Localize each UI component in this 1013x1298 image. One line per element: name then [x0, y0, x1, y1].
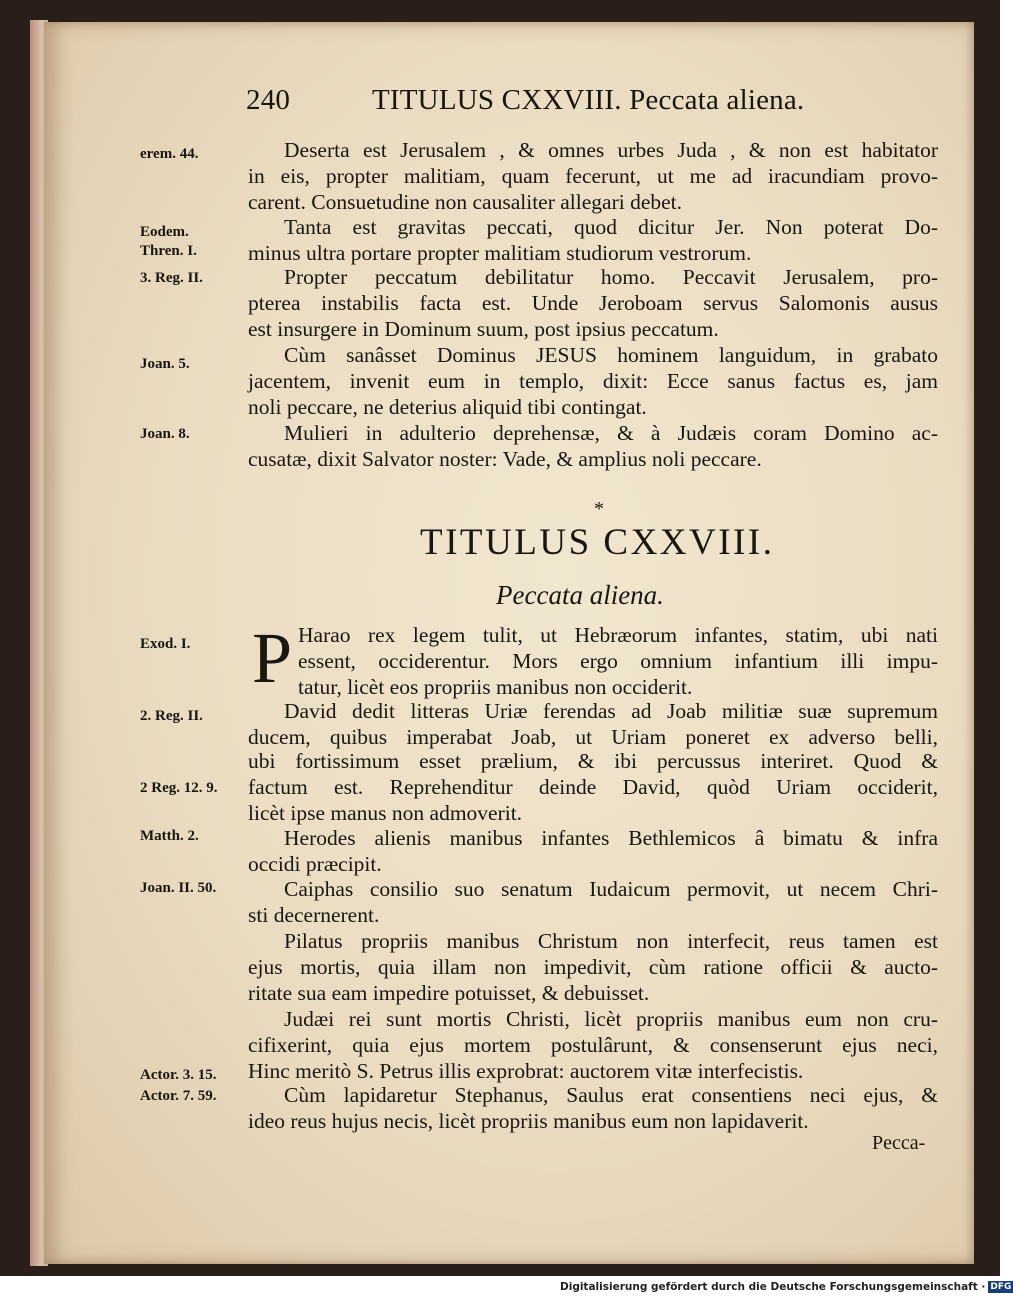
- text-line: ritate sua eam impedire potuisset, & debuisset.: [248, 981, 650, 1005]
- text-line: occidi præcipit.: [248, 852, 382, 876]
- margin-ref: Thren. I.: [140, 243, 197, 259]
- text-line: Mulieri in adulterio deprehensæ, & à Judæis coram Domino ac-: [284, 421, 938, 445]
- margin-ref: Matth. 2.: [140, 828, 199, 844]
- margin-ref: Joan. II. 50.: [140, 880, 217, 896]
- text-line: tatur, licèt eos propriis manibus non occiderit.: [298, 675, 693, 699]
- text-line: noli peccare, ne deterius aliquid tibi contingat.: [248, 395, 647, 419]
- digitization-footer: [560, 1281, 1012, 1295]
- text-line: Caiphas consilio suo senatum Iudaicum permovit, ut necem Chri-: [284, 877, 938, 901]
- text-line: Harao rex legem tulit, ut Hebræorum infantes, statim, ubi nati: [298, 623, 938, 647]
- section-subtitle: Peccata aliena.: [496, 580, 664, 610]
- margin-ref: Actor. 3. 15.: [140, 1067, 217, 1083]
- dfg-logo: DFG: [990, 1282, 1012, 1292]
- text-line: Cùm lapidaretur Stephanus, Saulus erat consentiens neci ejus, &: [284, 1083, 938, 1107]
- text-line: Tanta est gravitas peccati, quod dicitur Jer. Non poterat Do-: [284, 215, 938, 239]
- text-line: carent. Consuetudine non causaliter allegari debet.: [248, 190, 683, 214]
- text-line: Deserta est Jerusalem , & omnes urbes Juda , & non est habitator: [284, 138, 938, 162]
- catchword: Pecca-: [872, 1132, 926, 1154]
- margin-ref: Joan. 5.: [140, 356, 190, 372]
- page-number: 240: [246, 84, 291, 116]
- running-header: [0, 84, 1000, 120]
- text-line: cusatæ, dixit Salvator noster: Vade, & amplius noli peccare.: [248, 447, 762, 471]
- footer-credit: Digitalisierung gefördert durch die Deutsche Forschungsgemeinschaft ·: [560, 1281, 986, 1293]
- text-line: ideo reus hujus necis, licèt propriis manibus eum non lapidaverit.: [248, 1109, 809, 1133]
- margin-ref: 2 Reg. 12. 9.: [140, 780, 218, 796]
- text-line: ubi fortissimum esset prælium, & ibi percussus interiret. Quod &: [248, 749, 938, 773]
- drop-cap: P: [252, 618, 293, 698]
- text-line: in eis, propter malitiam, quam fecerunt, ut me ad iracundiam provo-: [248, 164, 938, 188]
- text-line: licèt ipse manus non admoverit.: [248, 801, 523, 825]
- text-line: pterea instabilis facta est. Unde Jeroboam servus Salomonis ausus: [248, 291, 938, 315]
- text-line: Cùm sanâsset Dominus JESUS hominem languidum, in grabato: [284, 343, 938, 367]
- text-line: jacentem, invenit eum in templo, dixit: Ecce sanus factus es, jam: [248, 369, 938, 393]
- section-ornament: *: [594, 498, 604, 520]
- text-line: est insurgere in Dominum suum, post ipsius peccatum.: [248, 317, 719, 341]
- margin-ref: Joan. 8.: [140, 426, 190, 442]
- running-head-title: TITULUS CXXVIII. Peccata aliena.: [372, 84, 805, 116]
- text-line: ducem, quibus imperabat Joab, ut Uriam poneret ex adverso belli,: [248, 725, 938, 749]
- text-line: cifixerint, quia ejus mortem postulârunt, & consenserunt ejus neci,: [248, 1033, 938, 1057]
- text-line: minus ultra portare propter malitiam studiorum vestrorum.: [248, 241, 752, 265]
- margin-ref: Exod. I.: [140, 636, 191, 652]
- text-line: essent, occiderentur. Mors ergo omnium infantium illi impu-: [298, 649, 938, 673]
- margin-ref: Actor. 7. 59.: [140, 1088, 217, 1104]
- text-line: Hinc meritò S. Petrus illis exprobrat: auctorem vitæ interfecistis.: [248, 1059, 804, 1083]
- text-line: Judæi rei sunt mortis Christi, licèt propriis manibus eum non cru-: [284, 1007, 938, 1031]
- text-line: sti decernerent.: [248, 903, 380, 927]
- margin-ref: Eodem.: [140, 224, 189, 240]
- text-line: factum est. Reprehenditur deinde David, quòd Uriam occiderit,: [248, 775, 938, 799]
- margin-ref: 3. Reg. II.: [140, 270, 203, 286]
- text-line: Herodes alienis manibus infantes Bethlemicos â bimatu & infra: [284, 826, 938, 850]
- margin-ref: erem. 44.: [140, 146, 199, 162]
- margin-ref: 2. Reg. II.: [140, 708, 203, 724]
- text-line: ejus mortis, quia illam non impedivit, cùm ratione officii & aucto-: [248, 955, 938, 979]
- text-line: David dedit litteras Uriæ ferendas ad Joab militiæ suæ supremum: [284, 699, 938, 723]
- text-line: Propter peccatum debilitatur homo. Peccavit Jerusalem, pro-: [284, 265, 938, 289]
- section-title: TITULUS CXXVIII.: [420, 522, 775, 563]
- text-line: Pilatus propriis manibus Christum non interfecit, reus tamen est: [284, 929, 938, 953]
